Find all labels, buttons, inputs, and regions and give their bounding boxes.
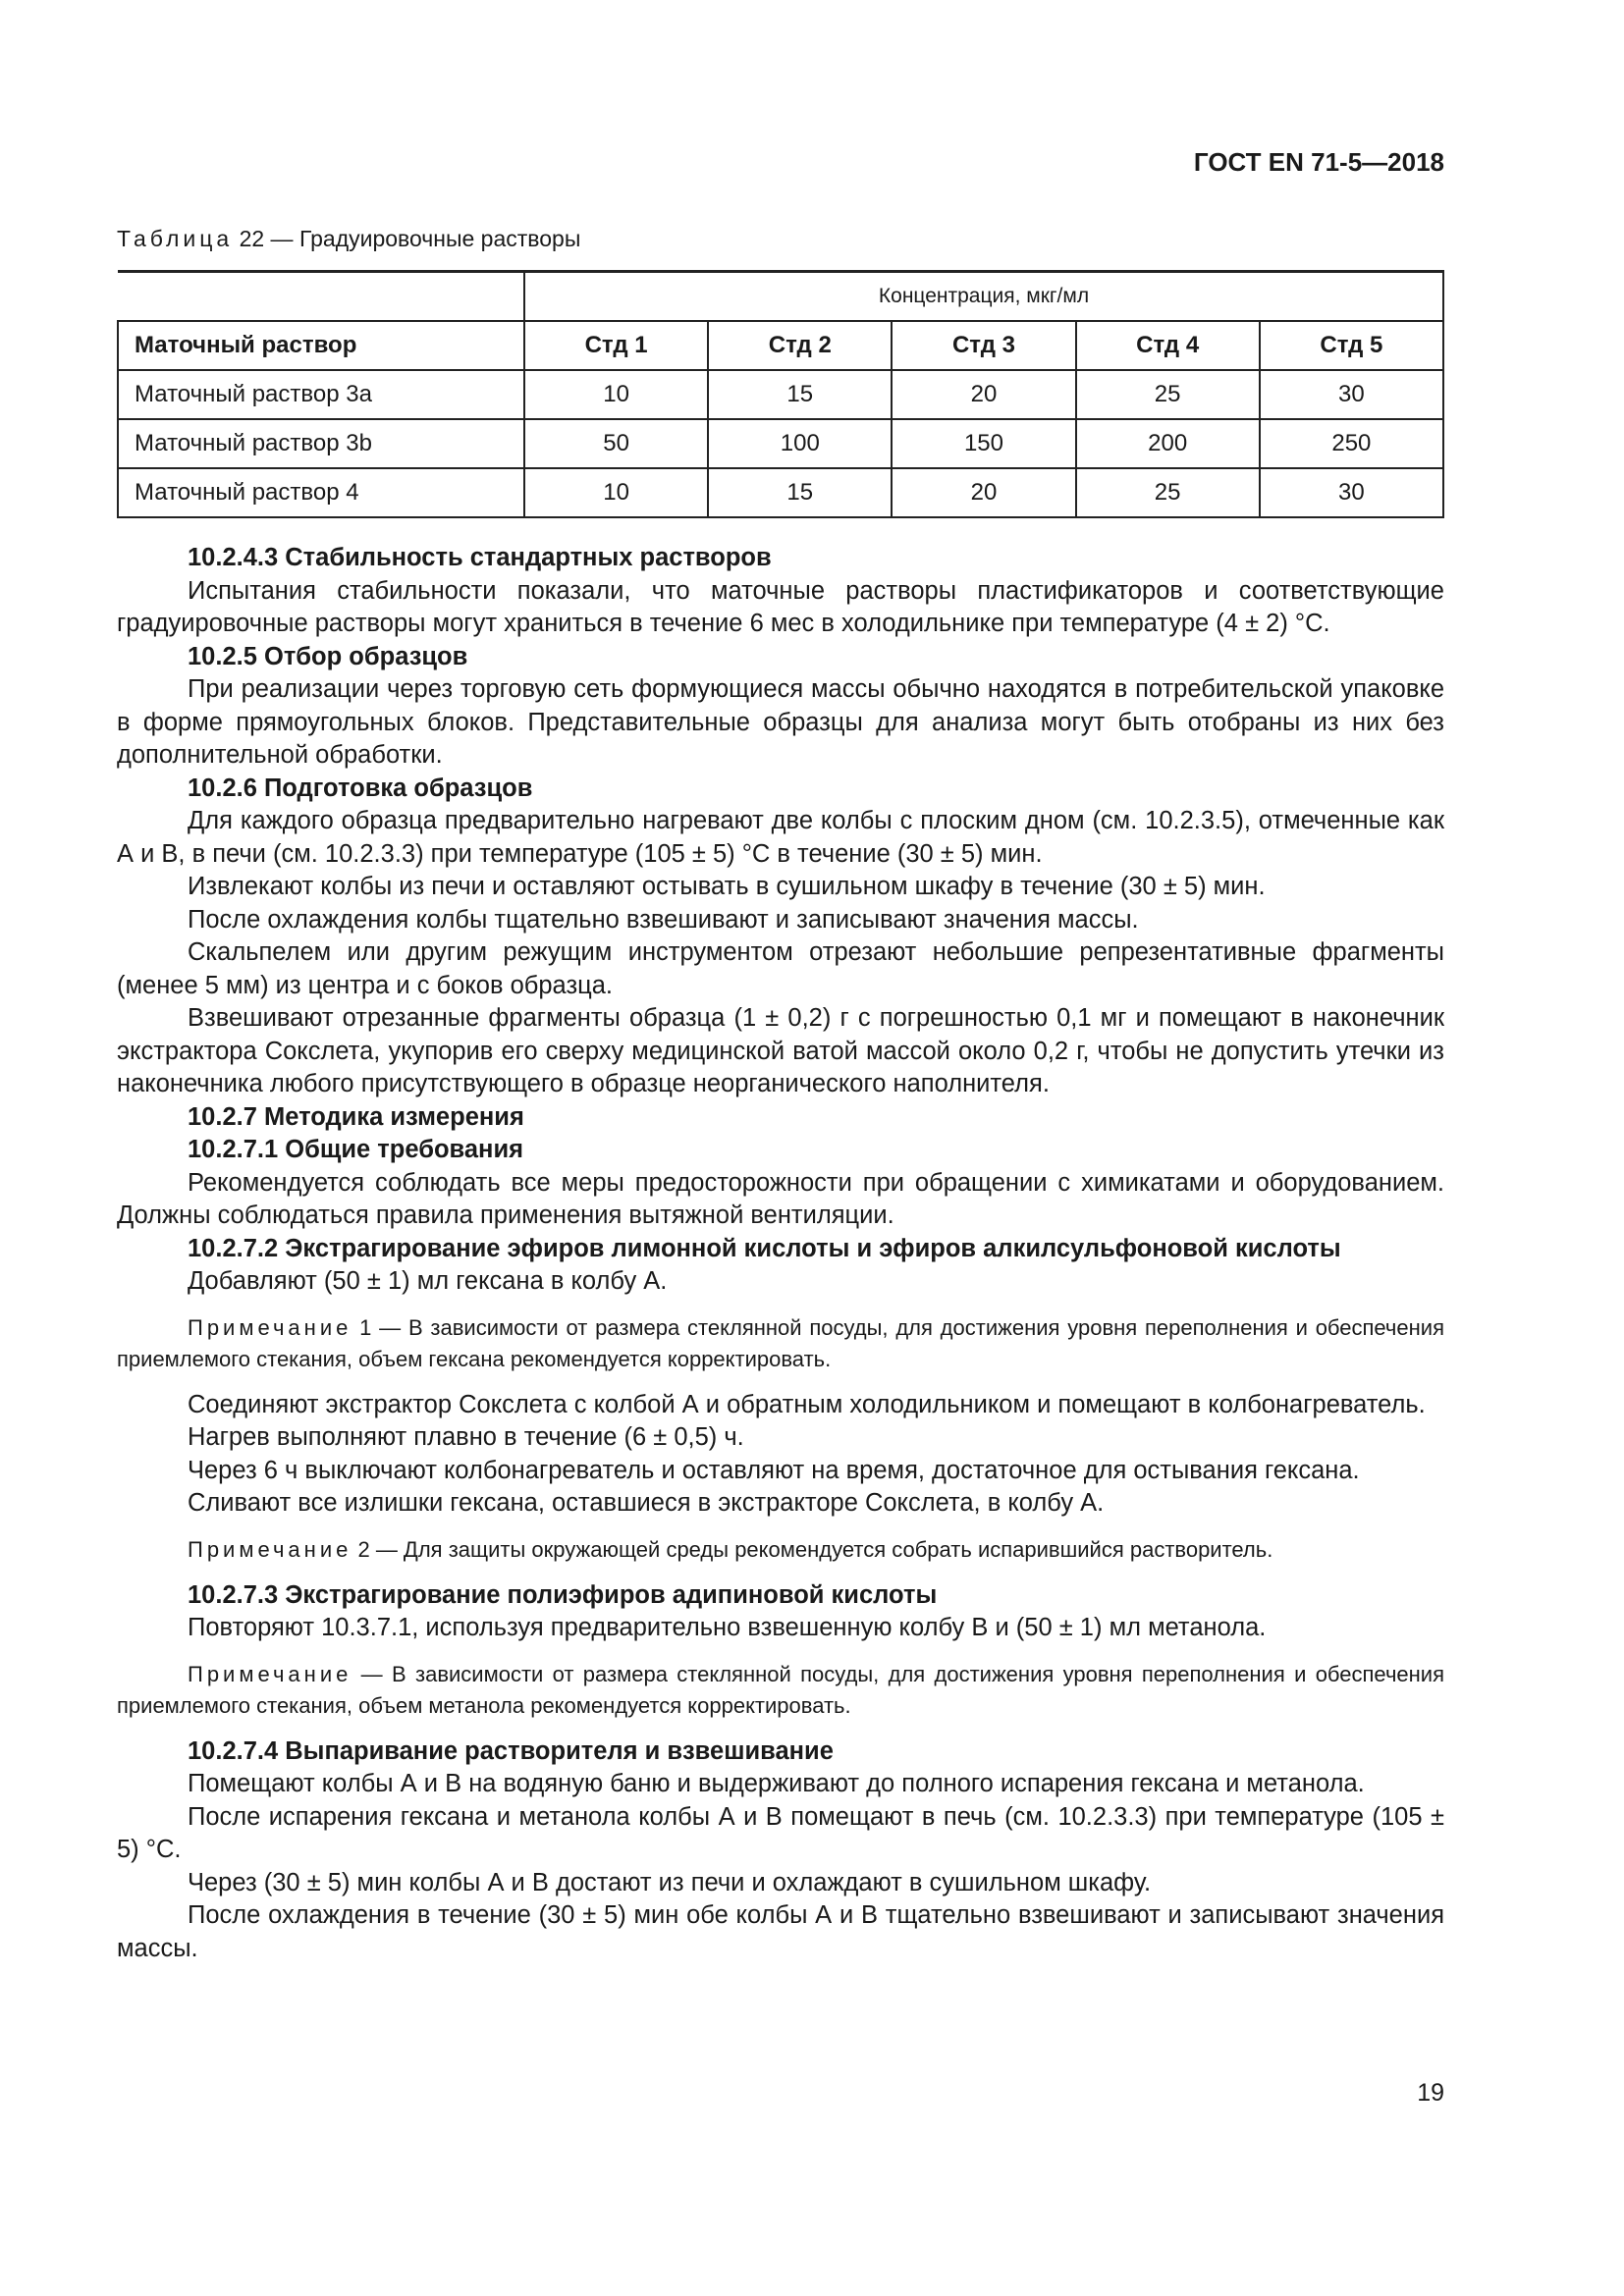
paragraph: После охлаждения колбы тщательно взвешивают и записывают значения массы.: [188, 905, 1139, 934]
note-label: Примечание: [188, 1661, 352, 1686]
table-header-cell: Стд 5: [1260, 321, 1443, 370]
table-caption-label: Таблица: [117, 226, 234, 251]
table-cell: 250: [1260, 419, 1443, 468]
paragraph: Для каждого образца предварительно нагревают две колбы с плоским дном (см. 10.2.3.5), отмеченные как А и В, в печи (см. 10.2.3.3) при температуре (105 ± 5) °С в течение (30 ± 5) мин.: [117, 807, 1444, 868]
note-text: 1 — В зависимости от размера стеклянной посуды, для достижения уровня переполнения и обеспечения приемлемого стекания, объем гексана рекомендуется корректировать.: [117, 1314, 1444, 1371]
paragraph: При реализации через торговую сеть формующиеся массы обычно находятся в потребительской упаковке в форме прямоугольных блоков. Представительные образцы для анализа могут быть отобраны из них без дополнительной обработки.: [117, 675, 1444, 769]
table-caption-text: 22 — Градуировочные растворы: [239, 226, 581, 251]
table-header-row: [118, 321, 1443, 370]
paragraph: Извлекают колбы из печи и оставляют остывать в сушильном шкафу в течение (30 ± 5) мин.: [188, 873, 1266, 900]
paragraph: Нагрев выполняют плавно в течение (6 ± 0,5) ч.: [188, 1423, 744, 1451]
paragraph: Через 6 ч выключают колбонагреватель и оставляют на время, достаточное для остывания гексана.: [188, 1456, 1360, 1484]
paragraph: После испарения гексана и метанола колбы А и В помещают в печь (см. 10.2.3.3) при температуре (105 ± 5) °С.: [117, 1802, 1444, 1863]
table-cell: Маточный раствор 4: [118, 468, 524, 517]
paragraph: Соединяют экстрактор Сокслета с колбой А и обратным холодильником и помещают в колбонагреватель.: [188, 1390, 1426, 1418]
table-group-header: Концентрация, мкг/мл: [524, 272, 1443, 322]
page-content: [117, 226, 1444, 1965]
table-cell: 10: [524, 468, 708, 517]
note-text: — В зависимости от размера стеклянной посуды, для достижения уровня переполнения и обеспечения приемлемого стекания, объем метанола рекомендуется корректировать.: [117, 1661, 1444, 1718]
table-cell: 25: [1076, 370, 1260, 419]
table-cell: 10: [524, 370, 708, 419]
note-label: Примечание: [188, 1536, 352, 1562]
table-cell: 150: [892, 419, 1075, 468]
table-header-cell: Стд 2: [708, 321, 892, 370]
table-cell: 20: [892, 468, 1075, 517]
section-heading: 10.2.6 Подготовка образцов: [188, 774, 533, 802]
table-cell: 100: [708, 419, 892, 468]
table-cell: 15: [708, 370, 892, 419]
paragraph: Сливают все излишки гексана, оставшиеся в экстракторе Сокслета, в колбу А.: [188, 1489, 1105, 1517]
note: [117, 1312, 1444, 1375]
table-header-cell: Стд 4: [1076, 321, 1260, 370]
table-cell: 15: [708, 468, 892, 517]
section-heading: 10.2.7.1 Общие требования: [188, 1136, 524, 1163]
note: [117, 1534, 1444, 1566]
table-header-cell: Стд 1: [524, 321, 708, 370]
paragraph: Через (30 ± 5) мин колбы А и В достают из печи и охлаждают в сушильном шкафу.: [188, 1868, 1152, 1896]
paragraph: Добавляют (50 ± 1) мл гексана в колбу А.: [188, 1267, 668, 1295]
section-heading: 10.2.7.4 Выпаривание растворителя и взвешивание: [188, 1736, 834, 1765]
table-header-cell: Маточный раствор: [118, 321, 524, 370]
table-row: [118, 370, 1443, 419]
document-id: ГОСТ EN 71-5—2018: [1193, 147, 1444, 177]
paragraph: Взвешивают отрезанные фрагменты образца (1 ± 0,2) г с погрешностью 0,1 мг и помещают в наконечник экстрактора Сокслета, укупорив его сверху медицинской ватой массой около 0,2 г, чтобы не допустить утечки из наконечника любого присутствующего в образце неорганического наполнителя.: [117, 1004, 1444, 1097]
paragraph: Испытания стабильности показали, что маточные растворы пластификаторов и соответствующие градуировочные растворы могут храниться в течение 6 мес в холодильнике при температуре (4 ± 2) °С.: [117, 576, 1444, 637]
page-number: 19: [1417, 2079, 1444, 2107]
note: [117, 1659, 1444, 1722]
table-cell: 20: [892, 370, 1075, 419]
calibration-table: [117, 270, 1444, 518]
section-heading: 10.2.7 Методика измерения: [188, 1102, 524, 1131]
section-heading: 10.2.5 Отбор образцов: [188, 642, 468, 670]
table-row: [118, 419, 1443, 468]
paragraph: Скальпелем или другим режущим инструментом отрезают небольшие репрезентативные фрагменты (менее 5 мм) из центра и с боков образца.: [117, 938, 1444, 999]
table-cell: 30: [1260, 468, 1443, 517]
table-caption: [117, 226, 1444, 252]
table-corner-cell: [118, 272, 524, 322]
document-body: [117, 542, 1444, 1965]
paragraph: После охлаждения в течение (30 ± 5) мин обе колбы А и В тщательно взвешивают и записывают значения массы.: [117, 1901, 1444, 1962]
note-label: Примечание: [188, 1314, 352, 1340]
table-cell: 25: [1076, 468, 1260, 517]
paragraph: Помещают колбы А и В на водяную баню и выдерживают до полного испарения гексана и метанола.: [188, 1770, 1365, 1797]
table-cell: 30: [1260, 370, 1443, 419]
table-cell: 50: [524, 419, 708, 468]
table-row: [118, 468, 1443, 517]
note-text: 2 — Для защиты окружающей среды рекомендуется собрать испарившийся растворитель.: [357, 1536, 1273, 1562]
table-header-cell: Стд 3: [892, 321, 1075, 370]
paragraph: Повторяют 10.3.7.1, используя предварительно взвешенную колбу В и (50 ± 1) мл метанола.: [188, 1614, 1267, 1641]
paragraph: Рекомендуется соблюдать все меры предосторожности при обращении с химикатами и оборудованием. Должны соблюдаться правила применения вытяжной вентиляции.: [117, 1168, 1444, 1229]
section-heading: 10.2.4.3 Стабильность стандартных растворов: [188, 544, 772, 571]
table-cell: Маточный раствор 3а: [118, 370, 524, 419]
section-heading: 10.2.7.3 Экстрагирование полиэфиров адипиновой кислоты: [188, 1580, 938, 1609]
table-cell: Маточный раствор 3b: [118, 419, 524, 468]
section-heading: 10.2.7.2 Экстрагирование эфиров лимонной кислоты и эфиров алкилсульфоновой кислоты: [188, 1234, 1341, 1262]
table-cell: 200: [1076, 419, 1260, 468]
